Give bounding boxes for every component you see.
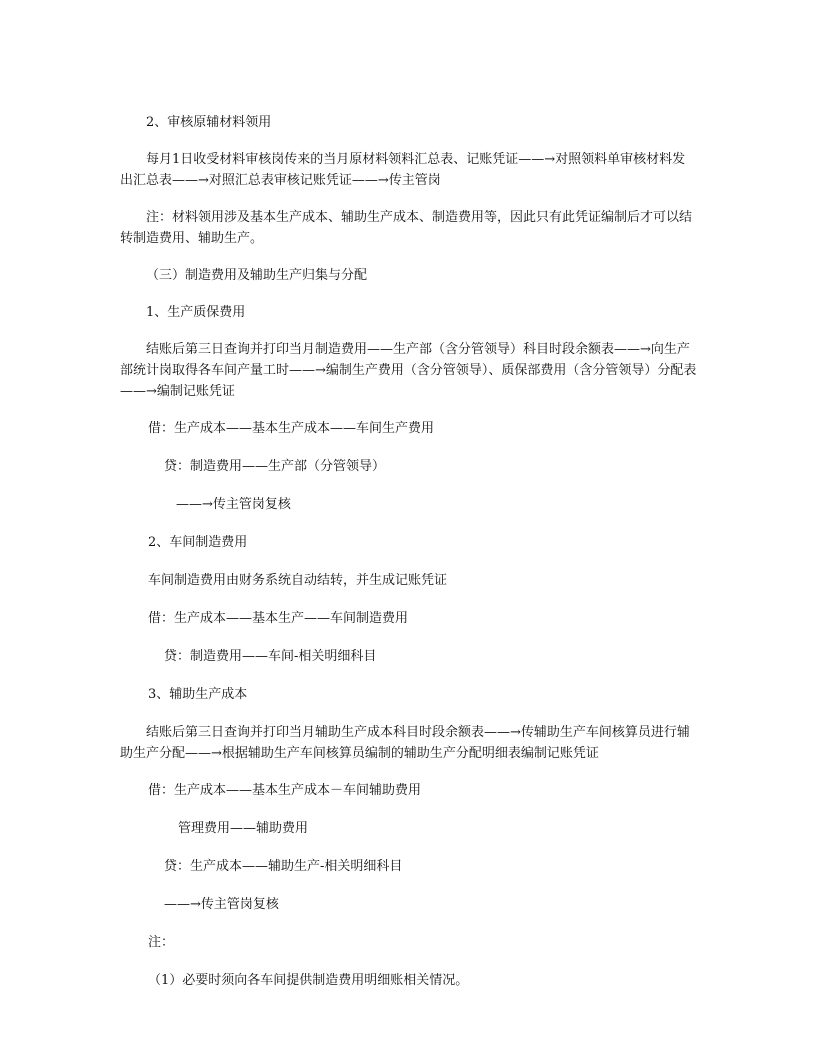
entry-credit-overhead: 贷：制造费用——生产部（分管领导） xyxy=(164,459,386,474)
note-label: 注： xyxy=(148,935,175,950)
entry-credit-auxiliary-production: 贷：生产成本——辅助生产-相关明细科目 xyxy=(164,859,403,874)
note-item-1: （1）必要时须向各车间提供制造费用明细账相关情况。 xyxy=(148,973,469,988)
flow-to-supervisor-review-2: ——→传主管岗复核 xyxy=(164,897,279,912)
subheading-auxiliary-production-cost: 3、辅助生产成本 xyxy=(148,687,248,702)
document-page xyxy=(120,112,698,991)
subheading-workshop-overhead: 2、车间制造费用 xyxy=(148,535,248,550)
section-heading-review-materials: 2、审核原辅材料领用 xyxy=(146,115,272,130)
section-heading-overhead-allocation: （三）制造费用及辅助生产归集与分配 xyxy=(146,268,368,283)
entry-debit-production-cost: 借：生产成本——基本生产成本——车间生产费用 xyxy=(148,421,435,436)
paragraph-material-review-flow: 每月1日收受材料审核岗传来的当月原材料领料汇总表、记账凭证——→对照领料单审核材料发出汇总表——→对照汇总表审核记账凭证——→传主管岗 xyxy=(120,152,686,188)
entry-debit-management-fee: 管理费用——辅助费用 xyxy=(178,821,309,836)
subheading-production-quality-cost: 1、生产质保费用 xyxy=(146,305,246,320)
note-material-usage: 注：材料领用涉及基本生产成本、辅助生产成本、制造费用等，因此只有此凭证编制后才可以结转制造费用、辅助生产。 xyxy=(120,210,693,246)
flow-to-supervisor-review: ——→传主管岗复核 xyxy=(176,497,291,512)
entry-debit-auxiliary-fee: 借：生产成本——基本生产成本－车间辅助费用 xyxy=(148,783,422,798)
paragraph-auxiliary-cost-flow: 结账后第三日查询并打印当月辅助生产成本科目时段余额表——→传辅助生产车间核算员进行辅助生产分配——→根据辅助生产车间核算员编制的辅助生产分配明细表编制记账凭证 xyxy=(120,725,690,761)
entry-debit-basic-production: 借：生产成本——基本生产——车间制造费用 xyxy=(148,611,409,626)
paragraph-production-cost-flow: 结账后第三日查询并打印当月制造费用——生产部（含分管领导）科目时段余额表——→向生产部统计岗取得各车间产量工时——→编制生产费用（含分管领导）、质保部费用（含分管领导）分配表——→编制记账凭证 xyxy=(120,342,697,399)
entry-credit-workshop-overhead: 贷：制造费用——车间-相关明细科目 xyxy=(164,649,377,664)
paragraph-workshop-overhead-auto: 车间制造费用由财务系统自动结转，并生成记账凭证 xyxy=(148,573,448,588)
